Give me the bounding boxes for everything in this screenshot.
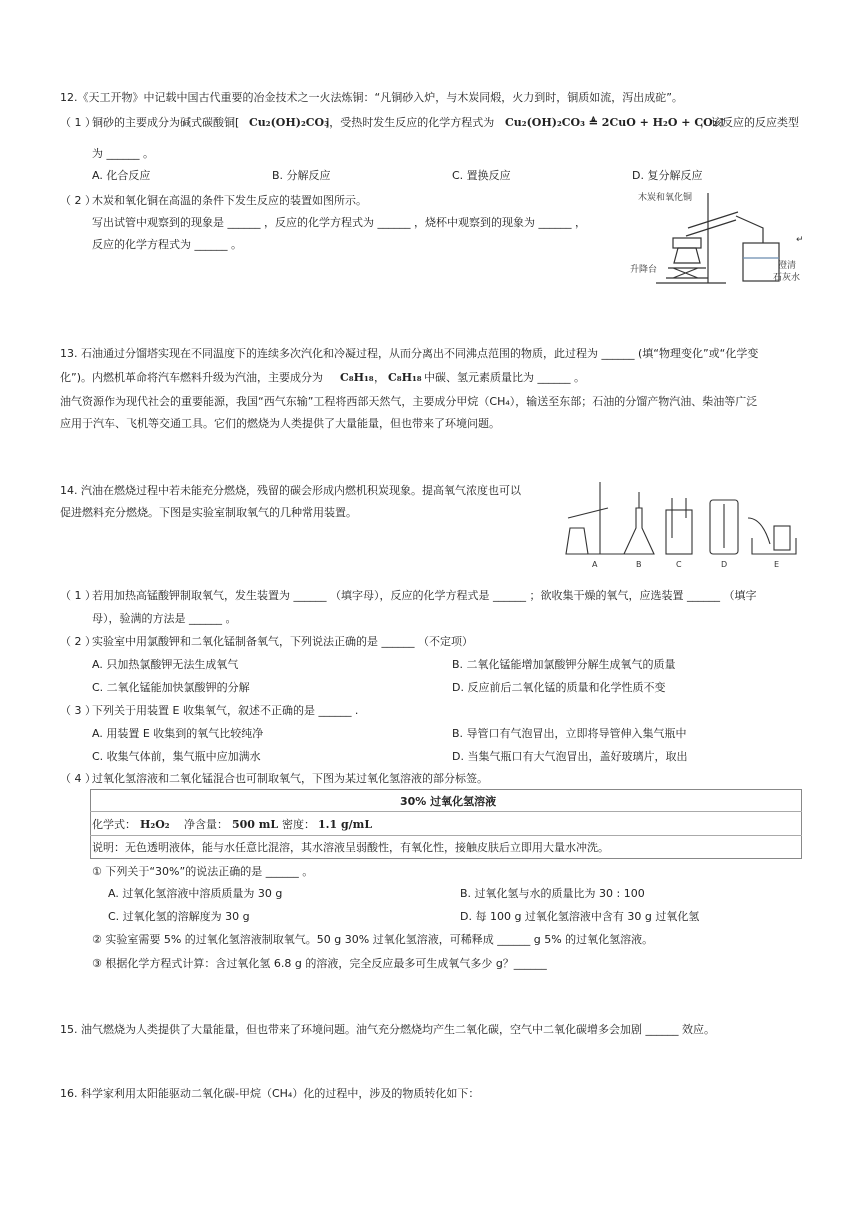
device-c-bottle (666, 510, 692, 554)
device-e-bottle (774, 526, 790, 550)
label-formula-key: 化学式： (92, 818, 136, 831)
q14-sub1-stem: ① 下列关于“30%”的说法正确的是 ______ 。 (92, 865, 314, 878)
q14-part2-option-d: D. 反应前后二氧化锰的质量和化学性质不变 (452, 681, 666, 694)
q12-option-a: A. 化合反应 (92, 169, 151, 182)
q12-part1-equation: Cu₂(OH)₂CO₃ ≜ 2CuO + H₂O + CO₂↑ (505, 116, 727, 129)
q13-line1: 13. 石油通过分馏塔实现在不同温度下的连续多次汽化和冷凝过程，从而分离出不同沸点范围的物质，此过程为 ______ (填“物理变化”或“化学变 (60, 347, 759, 360)
q12-part1-text-b: ]，受热时发生反应的化学方程式为 (325, 116, 495, 129)
q12-part2-line1: 木炭和氧化铜在高温的条件下发生反应的装置如图所示。 (92, 194, 367, 207)
device-b-flask (624, 508, 654, 554)
lift-table (666, 268, 708, 278)
q14-line1: 14. 汽油在燃烧过程中若未能充分燃烧，残留的碳会形成内燃机积炭现象。提高氧气浓度也可以 (60, 484, 521, 497)
q14-part4-number: （ 4 ） (60, 772, 96, 785)
label-title: 30% 过氧化氢溶液 (400, 795, 497, 808)
q14-part1-line1: 若用加热高锰酸钾制取氧气，发生装置为 ______ （填字母），反应的化学方程式是 ______ ；欲收集干燥的氧气，应选装置 ______ （填字 (92, 589, 757, 602)
q12-part2-line2: 写出试管中观察到的现象是 ______ ，反应的化学方程式为 ______ ，烧杯中观察到的现象为 ______ ， (92, 216, 586, 229)
q14-part1-number: （ 1 ） (60, 589, 96, 602)
q14-part1-line2: 母），验满的方法是 ______ 。 (92, 612, 237, 625)
fig-label-limewater: 石灰水 (773, 273, 801, 283)
q14-sub2: ② 实验室需要 5% 的过氧化氢溶液制取氧气。50 g 30% 过氧化氢溶液，可稀释成 ______ g 5% 的过氧化氢溶液。 (92, 933, 654, 946)
q14-sub1-option-a: A. 过氧化氢溶液中溶质质量为 30 g (108, 887, 283, 900)
fig-label-e: E (774, 560, 780, 569)
delivery-tube (736, 216, 763, 243)
q13-separator: ， (374, 371, 385, 384)
label-formula-value: H₂O₂ (140, 818, 170, 831)
burner (674, 248, 700, 263)
q13-formula-1: C₈H₁₈ (340, 371, 374, 384)
q13-line4: 应用于汽车、飞机等交通工具。它们的燃烧为人类提供了大量能量，但也带来了环境问题。 (60, 417, 500, 430)
q12-part1-text-a: 铜砂的主要成分为碱式碳酸铜[ (92, 116, 240, 129)
label-density-value: 1.1 g/mL (318, 818, 373, 831)
fig-label-clear: 澄清 (778, 261, 797, 271)
q15-line1: 15. 油气燃烧为人类提供了大量能量，但也带来了环境问题。油气充分燃烧均产生二氧化碳，空气中二氧化碳增多会加剧 ______ 效应。 (60, 1023, 715, 1036)
label-volume-key: 净含量： (184, 818, 228, 831)
q14-part2-option-b: B. 二氧化锰能增加氯酸钾分解生成氧气的质量 (452, 658, 676, 671)
label-divider-2 (90, 835, 802, 836)
q14-part2-option-c: C. 二氧化锰能加快氯酸钾的分解 (92, 681, 250, 694)
q14-part2-stem: 实验室中用氯酸钾和二氧化锰制备氧气，下列说法正确的是 ______ （不定项） (92, 635, 473, 648)
q12-intro: 12.《天工开物》中记载中国古代重要的冶金技术之一火法炼铜：“凡铜砂入炉，与木炭同煅，火力到时，铜质如流，泻出成砣”。 (60, 91, 683, 104)
q13-line2-a: 化”)。内燃机革命将汽车燃料升级为汽油，主要成分为 (60, 371, 323, 384)
q14-sub1-option-c: C. 过氧化氢的溶解度为 30 g (108, 910, 250, 923)
q14-part3-number: （ 3 ） (60, 704, 96, 717)
q13-formula-2: C₈H₁₈ (388, 371, 422, 384)
device-c-tubes (672, 498, 686, 538)
q12-option-d: D. 复分解反应 (632, 169, 703, 182)
fig-label-a: A (592, 560, 598, 569)
device-a-lamp (566, 528, 588, 554)
q12-part1-number: （ 1 ） (60, 116, 96, 129)
q14-part3-option-b: B. 导管口有气泡冒出，立即将导管伸入集气瓶中 (452, 727, 687, 740)
q14-sub1-option-d: D. 每 100 g 过氧化氢溶液中含有 30 g 过氧化氢 (460, 910, 700, 923)
q14-part3-option-c: C. 收集气体前，集气瓶中应加满水 (92, 750, 261, 763)
label-divider-1 (90, 811, 802, 812)
q13-line3: 油气资源作为现代社会的重要能源，我国“西气东输”工程将西部天然气，主要成分甲烷（CH₄），输送至东部；石油的分馏产物汽油、柴油等广泛 (60, 395, 758, 408)
fig-label-b: B (636, 560, 642, 569)
q12-part1-text-c: ，该反应的反应类型 (700, 116, 799, 129)
q14-part3-option-d: D. 当集气瓶口有大气泡冒出，盖好玻璃片，取出 (452, 750, 688, 763)
fig-return-mark: ↵ (796, 235, 804, 245)
label-description: 说明：无色透明液体，能与水任意比混溶，其水溶液呈弱酸性，有氧化性，接触皮肤后立即用大量水冲洗。 (92, 841, 609, 854)
test-tube (688, 212, 738, 228)
q14-part2-number: （ 2 ） (60, 635, 96, 648)
fig-label-d: D (721, 560, 728, 569)
q12-option-b: B. 分解反应 (272, 169, 331, 182)
q13-line2-b: 中碳、氢元素质量比为 ______ 。 (424, 371, 585, 384)
q12-part1-text-d: 为 ______ 。 (92, 147, 154, 160)
q12-part2-number: （ 2 ） (60, 194, 96, 207)
label-volume-value: 500 mL (232, 818, 279, 831)
q14-line2: 促进燃料充分燃烧。下图是实验室制取氧气的几种常用装置。 (60, 506, 357, 519)
q14-part3-option-a: A. 用装置 E 收集到的氧气比较纯净 (92, 727, 264, 740)
q14-apparatus-figure (548, 478, 810, 570)
label-density-key: 密度： (282, 818, 315, 831)
q14-sub1-option-b: B. 过氧化氢与水的质量比为 30 : 100 (460, 887, 645, 900)
q12-option-c: C. 置换反应 (452, 169, 511, 182)
fig-label-c: C (676, 560, 682, 569)
fig-label-charcoal: 木炭和氧化铜 (638, 193, 693, 203)
q12-apparatus-figure (628, 188, 818, 288)
device-a-tube (568, 508, 608, 518)
q14-sub3: ③ 根据化学方程式计算：含过氧化氢 6.8 g 的溶液，完全反应最多可生成氧气多少 g？______ (92, 957, 547, 970)
q14-part3-stem: 下列关于用装置 E 收集氧气，叙述不正确的是 ______ . (92, 704, 359, 717)
q12-part1-formula: Cu₂(OH)₂CO₃ (249, 116, 329, 129)
burner-top (673, 238, 701, 248)
test-tube-lower (686, 220, 736, 236)
q14-part4-stem: 过氧化氢溶液和二氧化锰混合也可制取氧气，下图为某过氧化氢溶液的部分标签。 (92, 772, 488, 785)
device-e-tube (748, 518, 770, 544)
q14-part2-option-a: A. 只加热氯酸钾无法生成氧气 (92, 658, 239, 671)
q12-part2-line3: 反应的化学方程式为 ______ 。 (92, 238, 242, 251)
fig-label-lift: 升降台 (630, 265, 658, 275)
q16-line1: 16. 科学家利用太阳能驱动二氧化碳-甲烷（CH₄）化的过程中，涉及的物质转化如下： (60, 1087, 480, 1100)
